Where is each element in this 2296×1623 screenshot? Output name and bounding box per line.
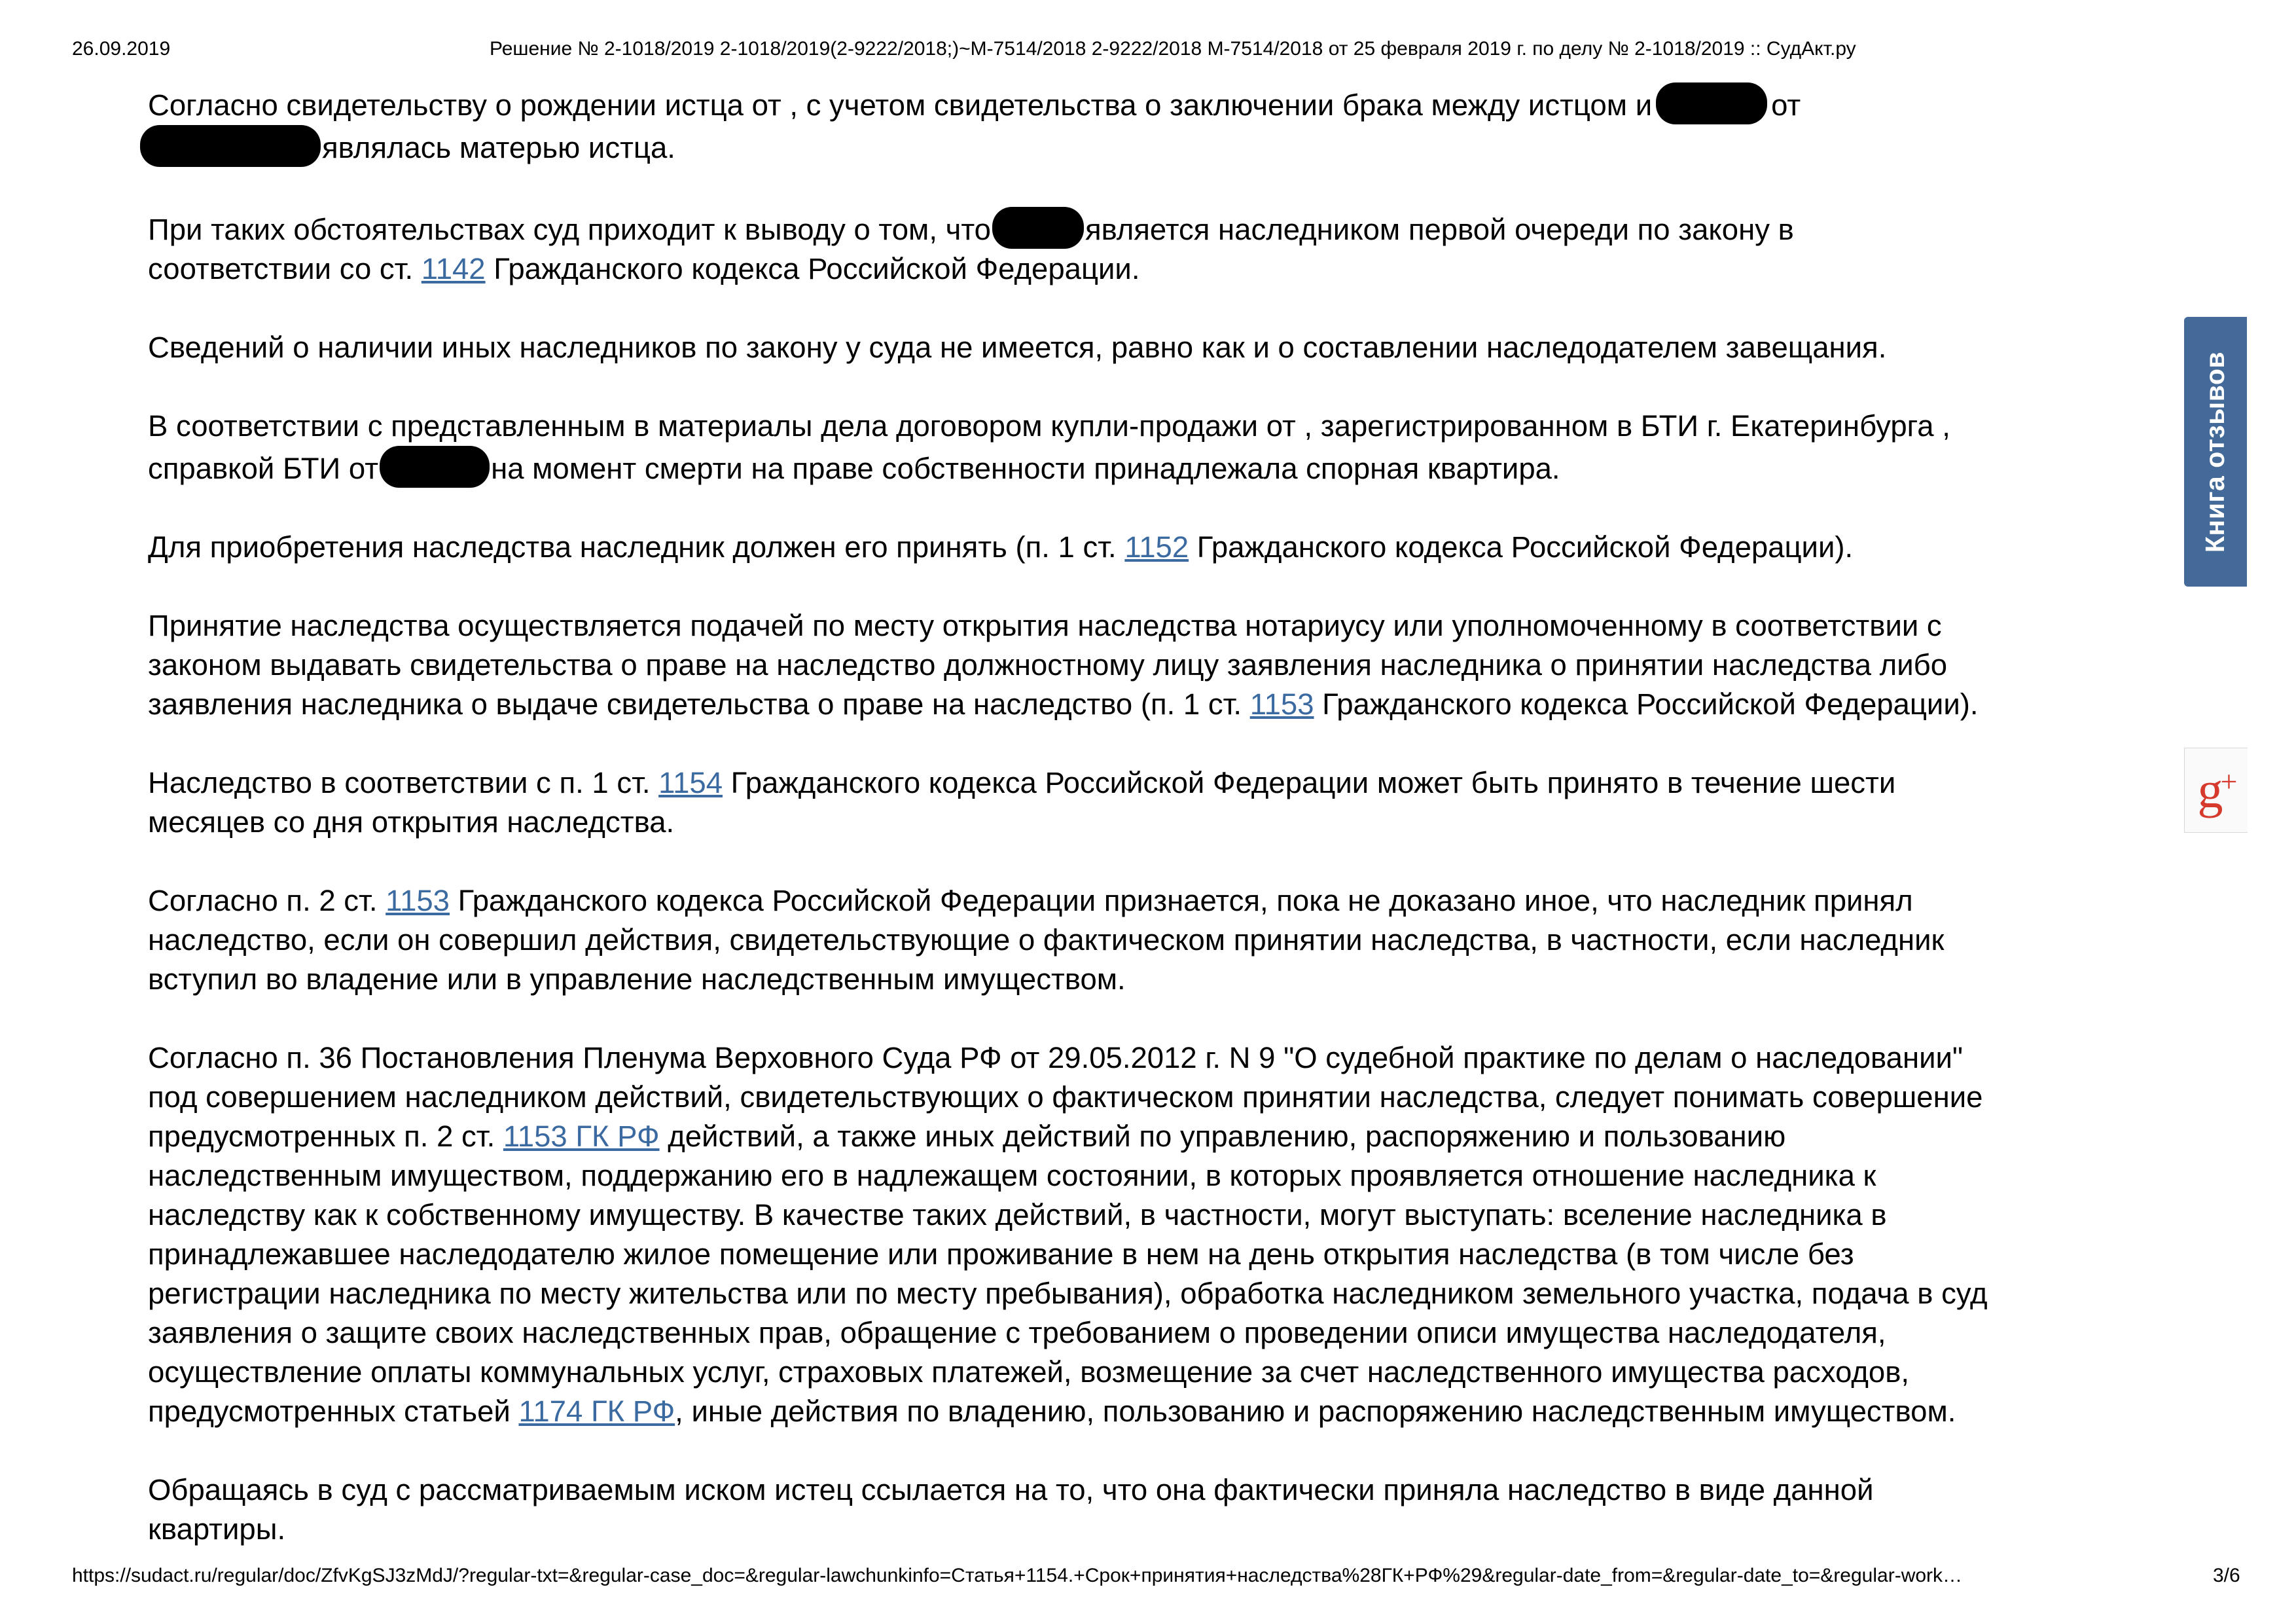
text-line — [148, 1117, 2111, 1156]
text-line: законом выдавать свидетельства о праве на наследство должностному лицу заявления наследника о принятии наследства либо — [148, 648, 1948, 682]
text-line: осуществление оплаты коммунальных услуг, страховых платежей, возмещение за счет наследственного имущества расходов, — [148, 1355, 1910, 1389]
text-segment: Для приобретения наследства наследник должен его принять (п. 1 ст. — [148, 530, 1125, 564]
text-line: В соответствии с представленным в материалы дела договором купли-продажи от , зарегистрированном в БТИ г. Екатеринбурга , — [148, 409, 1950, 443]
law-article-link-1153-gk-rf[interactable]: 1153 ГК РФ — [503, 1120, 660, 1153]
text-line — [148, 207, 2111, 249]
text-line: месяцев со дня открытия наследства. — [148, 805, 675, 839]
text-line: квартиры. — [148, 1512, 286, 1546]
text-segment: от — [1771, 88, 1801, 122]
paragraph — [148, 528, 2111, 567]
text-segment: является наследником первой очереди по закону в — [1085, 213, 1794, 246]
text-line: Принятие наследства осуществляется подачей по месту открытия наследства нотариусу или уполномоченному в соответствии с — [148, 609, 1942, 642]
paragraph — [148, 407, 2111, 488]
text-segment: предусмотренных п. 2 ст. — [148, 1120, 503, 1153]
text-segment: При таких обстоятельствах суд приходит к выводу о том, что — [148, 213, 991, 246]
text-segment: Согласно свидетельству о рождении истца от , с учетом свидетельства о заключении брака между истцом и — [148, 88, 1653, 122]
text-segment: Гражданского кодекса Российской Федерации. — [485, 252, 1140, 285]
text-segment: Гражданского кодекса Российской Федерации). — [1189, 530, 1854, 564]
google-plus-button[interactable] — [2184, 748, 2248, 833]
text-line — [148, 249, 2111, 289]
google-plus-plus: + — [2220, 765, 2235, 798]
text-segment: заявления наследника о выдаче свидетельства о праве на наследство (п. 1 ст. — [148, 687, 1250, 721]
document-body — [148, 82, 2111, 1549]
text-segment: , иные действия по владению, пользованию и распоряжению наследственным имуществом. — [675, 1395, 1956, 1428]
text-line: заявления о защите своих наследственных прав, обращение с требованием о проведении описи имущества наследодателя, — [148, 1316, 1886, 1349]
text-line — [148, 446, 2111, 488]
paragraph — [148, 1038, 2111, 1431]
paragraph — [148, 606, 2111, 724]
text-line: вступил во владение или в управление наследственным имуществом. — [148, 962, 1126, 996]
paragraph — [148, 82, 2111, 168]
text-line: Согласно п. 36 Постановления Пленума Верховного Суда РФ от 29.05.2012 г. N 9 "О судебной практике по делам о наследовании" — [148, 1041, 1964, 1074]
text-line: регистрации наследника по месту жительства или по месту пребывания), обработка наследником земельного участка, подача в суд — [148, 1277, 1988, 1310]
text-segment: Наследство в соответствии с п. 1 ст. — [148, 766, 659, 799]
text-line — [148, 881, 2111, 921]
paragraph — [148, 763, 2111, 842]
redacted-text — [992, 207, 1084, 249]
text-segment: Гражданского кодекса Российской Федерации). — [1314, 687, 1979, 721]
text-segment: справкой БТИ от — [148, 452, 379, 485]
text-line — [148, 82, 2111, 125]
text-segment: на момент смерти на праве собственности принадлежала спорная квартира. — [491, 452, 1560, 485]
feedback-book-label: Книга отзывов — [2200, 351, 2231, 553]
feedback-book-tab[interactable] — [2184, 317, 2247, 587]
paragraph — [148, 1470, 2111, 1549]
redacted-text — [380, 446, 490, 488]
text-line — [148, 125, 2111, 168]
google-plus-icon — [2197, 761, 2235, 818]
redacted-text — [1656, 82, 1767, 124]
text-segment: являлась матерью истца. — [322, 131, 675, 164]
text-line — [148, 763, 2111, 803]
law-article-link-1174-gk-rf[interactable]: 1174 ГК РФ — [518, 1395, 675, 1428]
law-article-link-1154[interactable]: 1154 — [658, 766, 723, 799]
text-segment: соответствии со ст. — [148, 252, 422, 285]
text-line: наследственным имуществом, поддержанию его в надлежащем состоянии, в которых проявляется отношение наследника к — [148, 1159, 1876, 1192]
law-article-link-1153[interactable]: 1153 — [386, 884, 450, 917]
text-line — [148, 685, 2111, 724]
google-plus-g: g — [2197, 761, 2221, 818]
page-title: Решение № 2-1018/2019 2-1018/2019(2-9222/2018;)~М-7514/2018 2-9222/2018 М-7514/2018 от 25 февраля 2019 г. по делу № 2-1018/2019 :: СудАкт.ру — [490, 38, 1856, 60]
print-date: 26.09.2019 — [72, 38, 171, 60]
text-line: наследство, если он совершил действия, свидетельствующие о фактическом принятии наследства, в частности, если наследник — [148, 923, 1945, 957]
text-segment: Гражданского кодекса Российской Федерации может быть принято в течение шести — [723, 766, 1896, 799]
page-url: https://sudact.ru/regular/doc/ZfvKgSJ3zMdJ/?regular-txt=&regular-case_doc=&regular-lawchunkinfo=Статья+1154.+Срок+принятия+наследства%28ГК+РФ%29&regular-date_from=&regular-date_to=&regular-work… — [72, 1565, 1963, 1586]
law-article-link-1152[interactable]: 1152 — [1124, 530, 1189, 564]
text-line — [148, 1392, 2111, 1431]
redacted-text — [140, 125, 321, 167]
text-line: наследству как к собственному имуществу. В качестве таких действий, в частности, могут выступать: вселение наследника в — [148, 1198, 1887, 1231]
text-line: под совершением наследником действий, свидетельствующих о фактическом принятии наследства, следует понимать совершение — [148, 1080, 1983, 1114]
text-segment: Согласно п. 2 ст. — [148, 884, 386, 917]
page-number: 3/6 — [2213, 1565, 2240, 1586]
law-article-link-1142[interactable]: 1142 — [421, 252, 486, 285]
text-line: Сведений о наличии иных наследников по закону у суда не имеется, равно как и о составлении наследодателем завещания. — [148, 331, 1887, 364]
law-article-link-1153[interactable]: 1153 — [1249, 687, 1314, 721]
text-segment: предусмотренных статьей — [148, 1395, 519, 1428]
text-segment: Гражданского кодекса Российской Федерации признается, пока не доказано иное, что наследник принял — [449, 884, 1913, 917]
text-segment: действий, а также иных действий по управлению, распоряжению и пользованию — [659, 1120, 1786, 1153]
text-line — [148, 528, 2111, 567]
paragraph — [148, 207, 2111, 289]
paragraph — [148, 881, 2111, 999]
text-line: Обращаясь в суд с рассматриваемым иском истец ссылается на то, что она фактически приняла наследство в виде данной — [148, 1473, 1874, 1506]
text-line: принадлежавшее наследодателю жилое помещение или проживание в нем на день открытия наследства (в том числе без — [148, 1237, 1854, 1271]
paragraph — [148, 328, 2111, 367]
